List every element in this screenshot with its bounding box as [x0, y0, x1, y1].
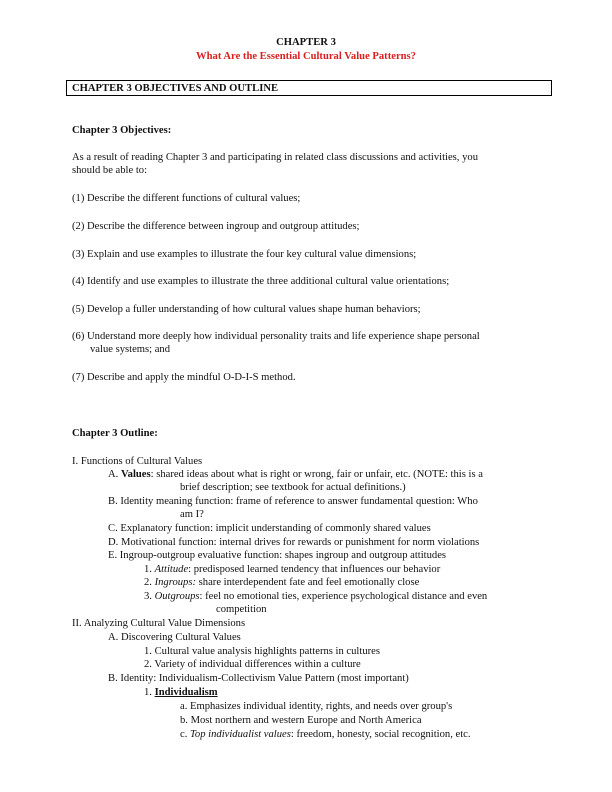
outline-item-1e3-text: : feel no emotional ties, experience psychological distance and even: [199, 591, 488, 602]
outline-item-1e2-num: 2.: [144, 577, 152, 588]
outline-item-1e2: [144, 576, 419, 589]
outline-item-2b1c-text: : freedom, honesty, social recognition, etc.: [290, 729, 471, 740]
outline-item-2a1: 1. Cultural value analysis highlights patterns in cultures: [144, 646, 380, 657]
outline-item-2b1a: a. Emphasizes individual identity, rights, and needs over group's: [180, 701, 453, 712]
outline-item-1c: C. Explanatory function: implicit understanding of commonly shared values: [108, 523, 431, 534]
outline-item-2b1c-prefix: c.: [180, 729, 188, 740]
outline-item-2a: A. Discovering Cultural Values: [108, 632, 241, 643]
outline-item-1b-cont: am I?: [180, 509, 204, 520]
outline-item-1e3: [144, 590, 487, 603]
outline-item-2b: B. Identity: Individualism-Collectivism Value Pattern (most important): [108, 673, 409, 684]
outline-section-1: I. Functions of Cultural Values: [72, 456, 203, 467]
outline-item-2b1-term: Individualism: [154, 687, 218, 698]
outline-item-1e1-text: : predisposed learned tendency that influences our behavior: [188, 564, 441, 575]
objective-item-7: (7) Describe and apply the mindful O-D-I-S method.: [72, 372, 296, 383]
outline-item-1e1-term: Attitude: [154, 564, 189, 575]
outline-item-1e2-text: share interdependent fate and feel emotionally close: [196, 577, 420, 588]
section-heading-box: [66, 80, 552, 96]
objective-item-4: (4) Identify and use examples to illustrate the three additional cultural value orientations;: [72, 276, 450, 287]
outline-item-1d: D. Motivational function: internal drives for rewards or punishment for norm violations: [108, 537, 480, 548]
outline-item-1e3-term: Outgroups: [154, 591, 200, 602]
section-heading: CHAPTER 3 OBJECTIVES AND OUTLINE: [72, 83, 279, 94]
objective-item-2: (2) Describe the difference between ingroup and outgroup attitudes;: [72, 221, 360, 232]
objective-item-3: (3) Explain and use examples to illustrate the four key cultural value dimensions;: [72, 249, 417, 260]
outline-item-1e: E. Ingroup-outgroup evaluative function: shapes ingroup and outgroup attitudes: [108, 550, 447, 561]
outline-item-2b1c-term: Top individualist values: [190, 729, 291, 740]
outline-item-1e1: [144, 563, 440, 576]
objective-item-5: (5) Develop a fuller understanding of how cultural values shape human behaviors;: [72, 304, 421, 315]
objectives-intro-line2: should be able to:: [72, 165, 148, 176]
chapter-title: CHAPTER 3: [276, 37, 336, 48]
outline-item-1a-term: Values: [120, 469, 151, 480]
outline-item-1b: B. Identity meaning function: frame of reference to answer fundamental question: Who: [108, 496, 478, 507]
outline-item-1e3-cont: competition: [216, 604, 267, 615]
outline-item-1a-text: : shared ideas about what is right or wrong, fair or unfair, etc. (NOTE: this is a: [150, 469, 483, 480]
objectives-intro-line1: As a result of reading Chapter 3 and participating in related class discussions and activities, you: [72, 152, 478, 163]
outline-item-1a-cont: brief description; see textbook for actual definitions.): [180, 482, 406, 493]
objective-item-6-cont: value systems; and: [90, 344, 171, 355]
outline-item-1a-prefix: A.: [108, 469, 119, 480]
outline-heading: Chapter 3 Outline:: [72, 428, 158, 439]
outline-item-2b1: [144, 686, 218, 699]
outline-item-1e2-term: Ingroups:: [154, 577, 197, 588]
outline-section-2: II. Analyzing Cultural Value Dimensions: [72, 618, 246, 629]
objective-item-6: (6) Understand more deeply how individual personality traits and life experience shape personal: [72, 331, 480, 342]
objective-item-1: (1) Describe the different functions of cultural values;: [72, 193, 301, 204]
outline-item-1e3-num: 3.: [144, 591, 152, 602]
objectives-heading: Chapter 3 Objectives:: [72, 125, 172, 136]
outline-item-2b1b: b. Most northern and western Europe and North America: [180, 715, 422, 726]
chapter-subtitle: What Are the Essential Cultural Value Patterns?: [196, 51, 416, 62]
outline-item-2b1-num: 1.: [144, 687, 152, 698]
outline-item-1e1-num: 1.: [144, 564, 152, 575]
outline-item-2b1c: [180, 728, 471, 741]
outline-item-1a: [108, 468, 483, 481]
outline-item-2a2: 2. Variety of individual differences within a culture: [144, 659, 361, 670]
